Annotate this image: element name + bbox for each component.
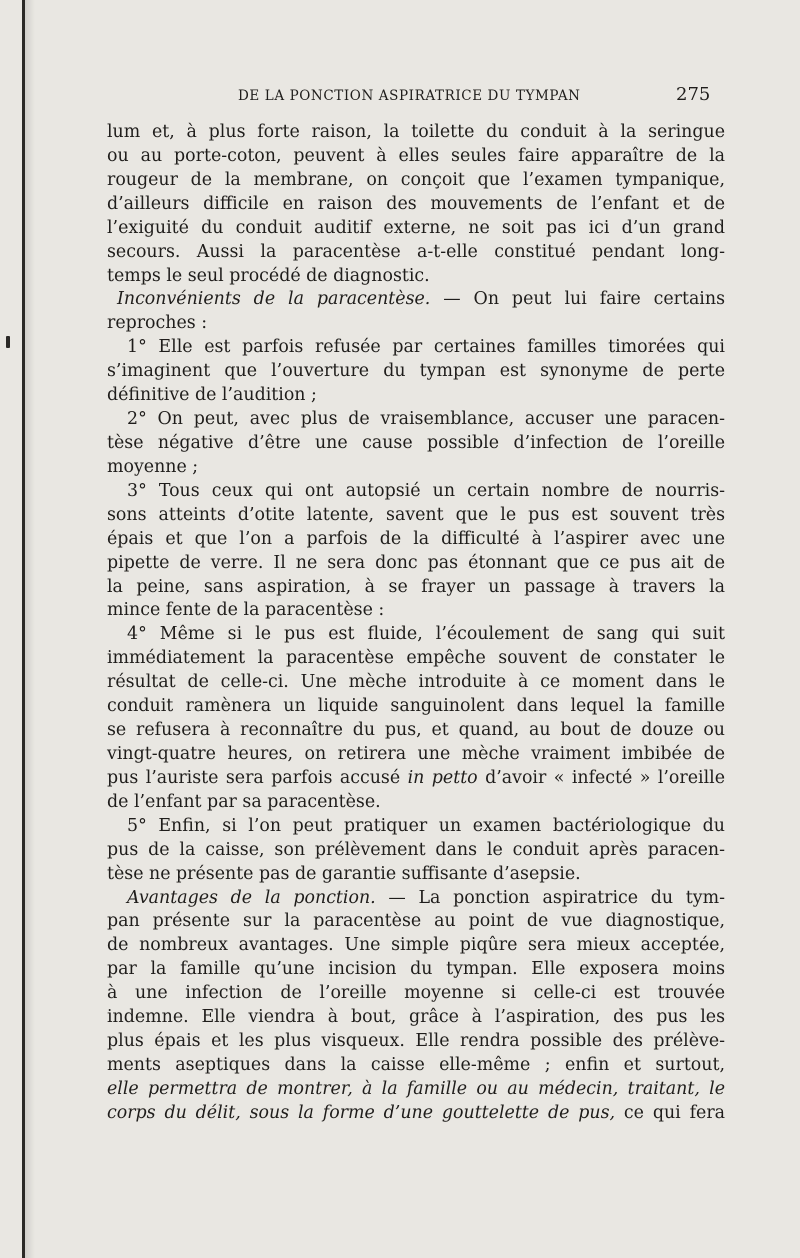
text-line: rougeur de la membrane, on conçoit que l’examen tympanique, bbox=[107, 169, 725, 190]
page-binding-shadow bbox=[25, 0, 35, 1258]
text-line: tèse ne présente pas de garantie suffisante d’asepsie. bbox=[107, 863, 581, 884]
running-head: DE LA PONCTION ASPIRATRICE DU TYMPAN bbox=[238, 88, 581, 104]
text-line: Inconvénients de la paracentèse. — On peut lui faire certains bbox=[117, 289, 725, 310]
text-line: la peine, sans aspiration, à se frayer un passage à travers la bbox=[107, 576, 725, 597]
text-line: reproches : bbox=[107, 313, 208, 334]
text-line: 3° Tous ceux qui ont autopsié un certain nombre de nourris- bbox=[127, 480, 725, 501]
margin-mark bbox=[6, 336, 10, 348]
text-line: pus de la caisse, son prélèvement dans le conduit après paracen- bbox=[107, 839, 725, 860]
text-line: tèse négative d’être une cause possible d’infection de l’oreille bbox=[107, 432, 725, 453]
text-line: secours. Aussi la paracentèse a-t-elle constitué pendant long- bbox=[107, 241, 725, 262]
text-line: conduit ramènera un liquide sanguinolent dans lequel la famille bbox=[107, 696, 725, 717]
text-line: définitive de l’audition ; bbox=[107, 385, 317, 406]
text-line: se refusera à reconnaître du pus, et quand, au bout de douze ou bbox=[107, 720, 725, 741]
text-line: s’imaginent que l’ouverture du tympan est synonyme de perte bbox=[107, 361, 725, 382]
text-line: elle permettra de montrer, à la famille ou au médecin, traitant, le bbox=[107, 1078, 725, 1099]
text-line: l’exiguité du conduit auditif externe, ne soit pas ici d’un grand bbox=[107, 217, 725, 238]
text-line: par la famille qu’une incision du tympan. Elle exposera moins bbox=[107, 959, 725, 980]
section-heading-inconvenients: Inconvénients de la paracentèse. bbox=[117, 289, 431, 310]
latin-phrase: in petto bbox=[407, 767, 478, 788]
text-line: 2° On peut, avec plus de vraisemblance, accuser une paracen- bbox=[127, 409, 725, 430]
text-line: lum et, à plus forte raison, la toilette du conduit à la seringue bbox=[107, 122, 725, 142]
section-heading-avantages: Avantages de la ponction. bbox=[127, 887, 376, 908]
text-line: indemne. Elle viendra à bout, grâce à l’aspiration, des pus les bbox=[107, 1007, 725, 1028]
page-number: 275 bbox=[676, 84, 711, 105]
text-line: moyenne ; bbox=[107, 456, 199, 477]
text-line: 1° Elle est parfois refusée par certaines familles timorées qui bbox=[127, 337, 725, 358]
text-line: sons atteints d’otite latente, savent que le pus est souvent très bbox=[107, 504, 725, 525]
text-line: d’ailleurs difficile en raison des mouvements de l’enfant et de bbox=[107, 193, 725, 214]
text-line: pipette de verre. Il ne sera donc pas étonnant que ce pus ait de bbox=[107, 552, 725, 573]
text-line: Avantages de la ponction. — La ponction aspiratrice du tym- bbox=[127, 887, 725, 908]
text-line: résultat de celle-ci. Une mèche introduite à ce moment dans le bbox=[107, 672, 725, 693]
text-line: ou au porte-coton, peuvent à elles seules faire apparaître de la bbox=[107, 145, 725, 166]
text-line: immédiatement la paracentèse empêche souvent de constater le bbox=[107, 648, 725, 669]
text-line: mince fente de la paracentèse : bbox=[107, 600, 385, 621]
text-line: temps le seul procédé de diagnostic. bbox=[107, 265, 430, 286]
text-line: épais et que l’on a parfois de la difficulté à l’aspirer avec une bbox=[107, 528, 725, 549]
text-line: de nombreux avantages. Une simple piqûre sera mieux acceptée, bbox=[107, 935, 725, 956]
text-line: vingt-quatre heures, on retirera une mèche vraiment imbibée de bbox=[107, 743, 725, 764]
text-line: plus épais et les plus visqueux. Elle rendra possible des prélève- bbox=[107, 1031, 725, 1052]
text-line: à une infection de l’oreille moyenne si celle-ci est trouvée bbox=[107, 983, 725, 1004]
text-line: 5° Enfin, si l’on peut pratiquer un examen bactériologique du bbox=[127, 815, 725, 836]
body-text bbox=[107, 121, 725, 1126]
text-line: pan présente sur la paracentèse au point de vue diagnostique, bbox=[107, 911, 725, 932]
text-line: 4° Même si le pus est fluide, l’écoulement de sang qui suit bbox=[127, 624, 725, 645]
text-line: pus l’auriste sera parfois accusé in petto d’avoir « infecté » l’oreille bbox=[107, 767, 725, 788]
text-line: ments aseptiques dans la caisse elle-même ; enfin et surtout, bbox=[107, 1054, 725, 1075]
text-line: corps du délit, sous la forme d’une gouttelette de pus, ce qui fera bbox=[107, 1102, 726, 1123]
text-line: de l’enfant par sa paracentèse. bbox=[107, 791, 381, 812]
